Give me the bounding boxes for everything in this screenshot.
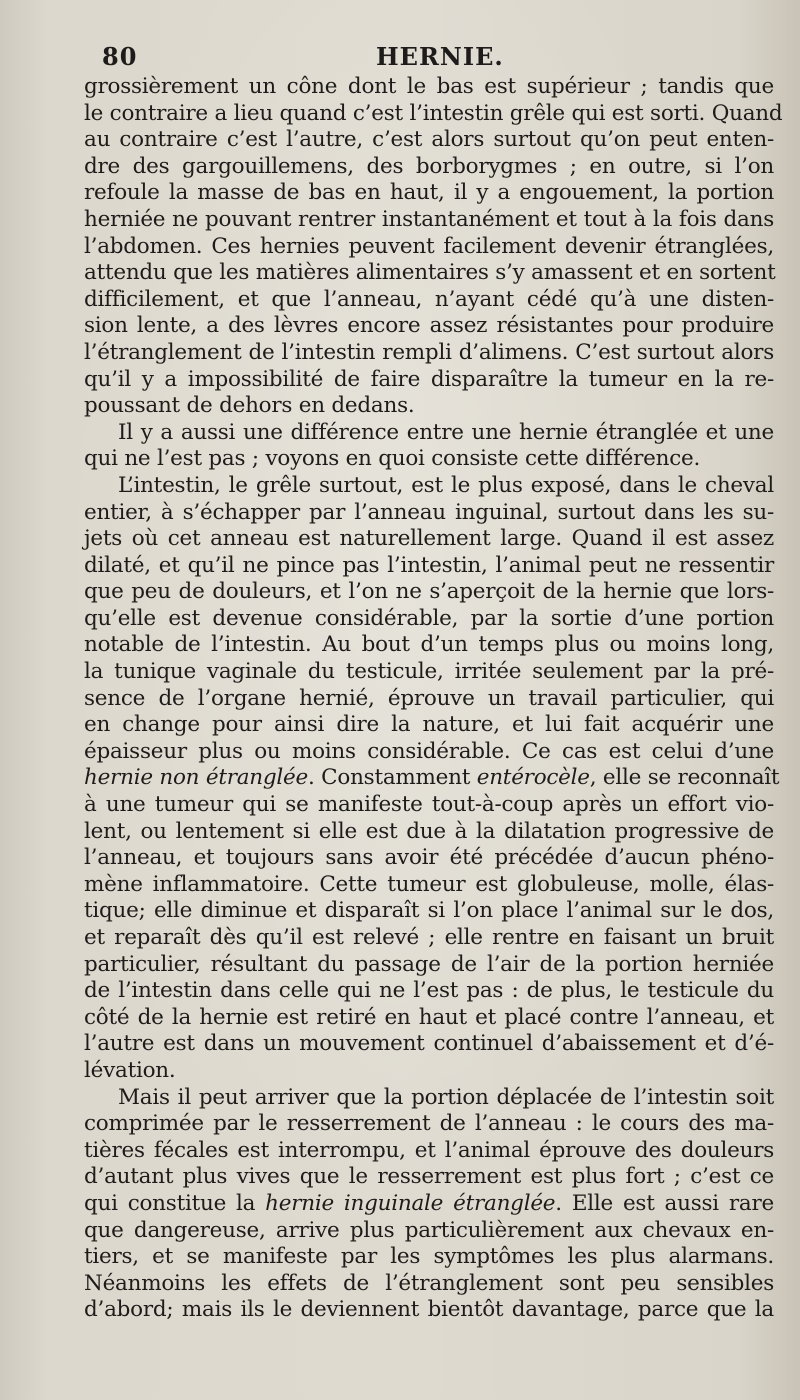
text-line: jets où cet anneau est naturellement large. Quand il est assez — [84, 526, 774, 552]
text-segment: . Elle est aussi rare — [555, 1190, 774, 1216]
text-line: à une tumeur qui se manifeste tout-à-coup après un effort vio- — [84, 792, 774, 818]
text-line: comprimée par le resserrement de l’anneau : le cours des ma- — [84, 1111, 774, 1137]
italic-text: hernie non étranglée — [84, 765, 308, 791]
text-line: qu’il y a impossibilité de faire disparaître la tumeur en la re- — [84, 366, 774, 392]
text-line: Il y a aussi une différence entre une hernie étranglée et une — [118, 419, 774, 445]
text-line: dre des gargouillemens, des borborygmes ; en outre, si l’on — [84, 153, 774, 179]
text-line: d’autant plus vives que le resserrement est plus fort ; c’est ce — [84, 1164, 774, 1190]
text-line: la tunique vaginale du testicule, irritée seulement par la pré- — [84, 659, 774, 685]
text-line: Néanmoins les effets de l’étranglement sont peu sensibles — [84, 1270, 774, 1296]
text-segment: qui constitue la — [84, 1190, 266, 1216]
text-line: tique; elle diminue et disparaît si l’on place l’animal sur le dos, — [84, 898, 774, 924]
text-line: au contraire c’est l’autre, c’est alors surtout qu’on peut enten- — [84, 127, 774, 153]
text-line: mène inflammatoire. Cette tumeur est globuleuse, molle, élas- — [84, 871, 774, 897]
text-line: particulier, résultant du passage de l’air de la portion herniée — [84, 951, 774, 977]
text-line: Mais il peut arriver que la portion déplacée de l’intestin soit — [118, 1084, 774, 1110]
text-line — [84, 1191, 774, 1218]
text-line: entier, à s’échapper par l’anneau inguinal, surtout dans les su- — [84, 499, 774, 525]
text-segment: . Constamment — [308, 765, 477, 791]
text-line: l’étranglement de l’intestin rempli d’alimens. C’est surtout alors — [84, 339, 774, 365]
body-text — [84, 74, 783, 1324]
text-line: refoule la masse de bas en haut, il y a engouement, la portion — [84, 180, 774, 206]
text-line: poussant de dehors en dedans. — [84, 393, 415, 419]
text-line: sion lente, a des lèvres encore assez résistantes pour produire — [84, 313, 774, 339]
text-line: d’abord; mais ils le deviennent bientôt davantage, parce que la — [84, 1297, 774, 1323]
text-line: qu’elle est devenue considérable, par la sortie d’une portion — [84, 605, 774, 631]
text-line: lévation. — [84, 1057, 176, 1083]
page-text — [84, 40, 783, 1324]
text-line: tiers, et se manifeste par les symptômes les plus alarmans. — [84, 1244, 774, 1270]
text-line: sence de l’organe hernié, éprouve un travail particulier, qui — [84, 685, 774, 711]
running-title: HERNIE. — [376, 42, 504, 71]
text-line: l’autre est dans un mouvement continuel d’abaissement et d’é- — [84, 1031, 774, 1057]
text-line: que peu de douleurs, et l’on ne s’aperçoit de la hernie que lors- — [84, 579, 774, 605]
text-line: tières fécales est interrompu, et l’animal éprouve des douleurs — [84, 1137, 774, 1163]
text-line: dilaté, et qu’il ne pince pas l’intestin, l’animal peut ne ressentir — [84, 552, 774, 578]
text-line: côté de la hernie est retiré en haut et placé contre l’anneau, et — [84, 1004, 774, 1030]
text-line: de l’intestin dans celle qui ne l’est pas : de plus, le testicule du — [84, 978, 774, 1004]
text-line — [84, 765, 780, 792]
italic-text: hernie inguinale étranglée — [265, 1190, 556, 1216]
text-line: en change pour ainsi dire la nature, et lui fait acquérir une — [84, 712, 774, 738]
text-line: épaisseur plus ou moins considérable. Ce cas est celui d’une — [84, 738, 774, 764]
text-line: et reparaît dès qu’il est relevé ; elle rentre en faisant un bruit — [84, 925, 774, 950]
text-line: qui ne l’est pas ; voyons en quoi consiste cette différence. — [84, 446, 701, 472]
text-segment: , elle se reconnaît — [589, 765, 780, 791]
text-line: herniée ne pouvant rentrer instantanément et tout à la fois dans — [84, 206, 774, 232]
text-line: le contraire a lieu quand c’est l’intestin grêle qui est sorti. Quand — [84, 100, 783, 126]
text-line: difficilement, et que l’anneau, n’ayant cédé qu’à une disten- — [84, 286, 774, 312]
text-line: notable de l’intestin. Au bout d’un temps plus ou moins long, — [84, 632, 774, 658]
text-line: L’intestin, le grêle surtout, est le plus exposé, dans le cheval — [118, 472, 774, 498]
italic-text: entérocèle — [476, 765, 590, 791]
text-line: grossièrement un cône dont le bas est supérieur ; tandis que — [84, 74, 774, 99]
text-line: l’abdomen. Ces hernies peuvent facilement devenir étranglées, — [84, 233, 774, 259]
page-number: 80 — [102, 42, 138, 71]
text-line: lent, ou lentement si elle est due à la dilatation progressive de — [84, 818, 774, 844]
page-header — [84, 40, 774, 74]
text-line: attendu que les matières alimentaires s’y amassent et en sortent — [84, 260, 776, 286]
text-line: l’anneau, et toujours sans avoir été précédée d’aucun phéno- — [84, 845, 774, 871]
text-line: que dangereuse, arrive plus particulièrement aux chevaux en- — [84, 1217, 774, 1243]
